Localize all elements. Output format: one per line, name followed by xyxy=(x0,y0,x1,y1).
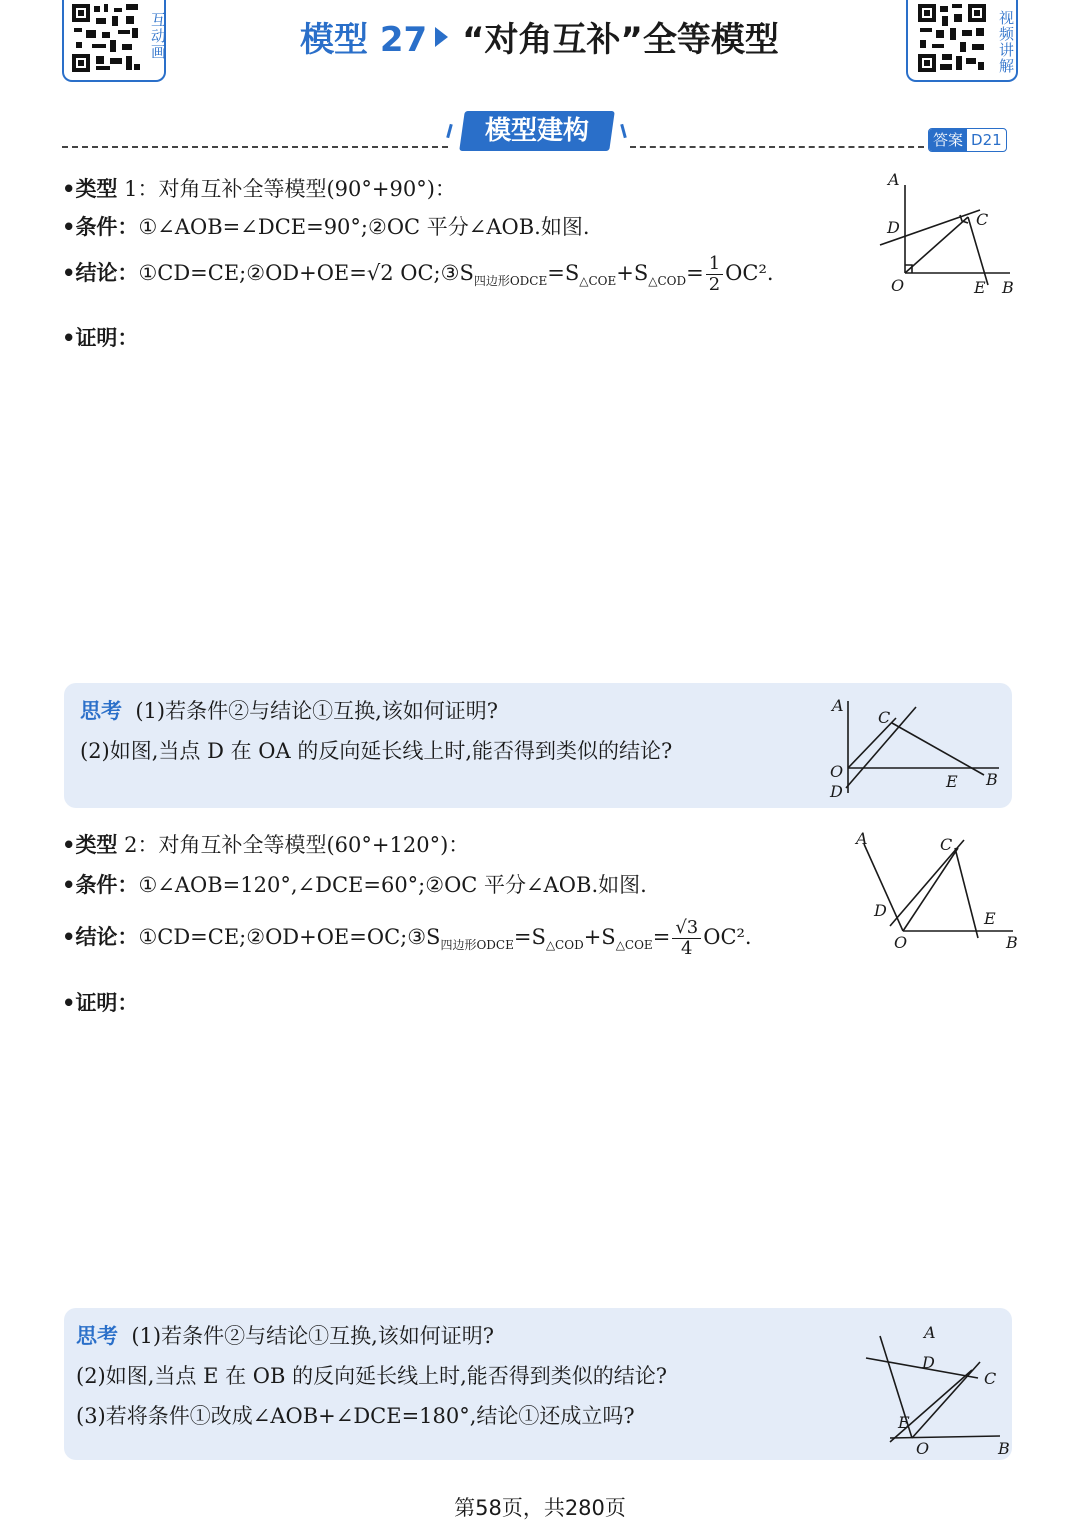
fig2-label-O: O xyxy=(830,762,844,781)
think2-keyword: 思考 xyxy=(76,1324,118,1348)
qr-code-left[interactable] xyxy=(62,0,166,82)
type1-conclusion-sub3: △COD xyxy=(648,274,687,289)
type1-heading: •类型 1：对角互补全等模型(90°+90°)： xyxy=(62,177,456,201)
fig2-label-D: D xyxy=(830,782,843,801)
type1-conclusion-part4: = xyxy=(686,261,704,285)
type1-frac-num: 1 xyxy=(706,254,723,275)
type2-proof: •证明： xyxy=(62,991,139,1015)
fig3-label-C: C xyxy=(940,835,953,854)
type1-heading-text: 1：对角互补全等模型(90°+90°)： xyxy=(124,177,456,201)
type2-condition-text: ①∠AOB=120°,∠DCE=60°;②OC 平分∠AOB.如图. xyxy=(138,873,647,897)
type2-conclusion: •结论：$①CD=CE;②OD+OE=OC;③S_{四边形ODCE}=S_{\triangle COD}+S_{\triangle COE}=$ $\frac{√3}{4}$ OC². xyxy=(62,917,752,959)
type1-conclusion-sub1: 四边形ODCE xyxy=(473,274,548,289)
answer-badge[interactable] xyxy=(928,128,1007,152)
type2-conclusion-label: 结论： xyxy=(75,925,139,949)
think2-line2 xyxy=(76,1360,667,1390)
fig4-label-E: E xyxy=(898,1413,910,1432)
type2-frac-num: √3 xyxy=(672,918,701,939)
fig2-label-E: E xyxy=(946,772,958,791)
model-title: “对角互补”全等模型 xyxy=(462,20,779,60)
think1-keyword: 思考 xyxy=(80,699,122,723)
type1-proof: •证明： xyxy=(62,326,139,350)
type1-fraction xyxy=(706,254,723,295)
type2-conclusion-part4: = xyxy=(652,925,671,949)
section-divider-left xyxy=(62,146,448,148)
think2-q3: (3)若将条件①改成∠AOB+∠DCE=180°,结论①还成立吗? xyxy=(76,1404,635,1428)
type2-conclusion-tail: OC². xyxy=(703,925,752,949)
fig4-label-B: B xyxy=(998,1439,1010,1458)
fig1-label-E: E xyxy=(974,278,986,297)
type2-fraction xyxy=(672,918,701,959)
qr-code-left-pattern xyxy=(70,2,142,74)
fig3-label-D: D xyxy=(874,901,887,920)
fig1-label-O: O xyxy=(891,276,905,295)
qr-code-right[interactable] xyxy=(906,0,1018,82)
type1-conclusion-part3: +S xyxy=(616,261,649,285)
type1-conclusion-part2: =S xyxy=(547,261,580,285)
type1-condition: •条件：①∠AOB=∠DCE=90°;②OC 平分∠AOB.如图. xyxy=(62,215,590,239)
think2-line3 xyxy=(76,1400,635,1430)
type2-condition: •条件：①∠AOB=120°,∠DCE=60°;②OC 平分∠AOB.如图. xyxy=(62,873,647,897)
fig4-label-D: D xyxy=(922,1353,935,1372)
type2-conclusion-part3: +S xyxy=(583,925,616,949)
section-tick-left xyxy=(446,124,453,138)
type1-condition-text: ①∠AOB=∠DCE=90°;②OC 平分∠AOB.如图. xyxy=(138,215,590,239)
qr-left-caption: 互动画 xyxy=(149,12,167,60)
think2-q2: (2)如图,当点 E 在 OB 的反向延长线上时,能否得到类似的结论? xyxy=(76,1364,668,1388)
type2-conclusion-part2: =S xyxy=(513,925,546,949)
type1-conclusion-sub2: △COE xyxy=(579,274,617,289)
fig4-label-O: O xyxy=(916,1439,930,1458)
type2-heading-label: 类型 xyxy=(75,833,118,857)
qr-right-caption: 视频讲解 xyxy=(997,10,1015,74)
think-box-2 xyxy=(64,1308,1012,1460)
page-footer: 第58页，共280页 xyxy=(454,1496,626,1520)
type1-conclusion: •结论：①CD=CE;②OD+OE=√2 $OC;③S_{四边形ODCE}=S_{\triangle COE}+S_{\triangle COD}=$ $\frac{1}{2}$ OC². xyxy=(62,253,774,295)
type2-frac-den: 4 xyxy=(681,938,693,959)
type2-condition-label: 条件： xyxy=(75,873,139,897)
think1-q1: (1)若条件②与结论①互换,该如何证明? xyxy=(135,699,499,723)
section-divider-right xyxy=(630,146,924,148)
fig3-label-O: O xyxy=(894,933,908,952)
think1-line1 xyxy=(80,695,498,725)
type1-proof-label: 证明： xyxy=(75,326,139,350)
page-title xyxy=(300,12,779,61)
answer-label: 答案 xyxy=(929,129,967,151)
qr-code-right-pattern xyxy=(916,2,988,74)
fig3-label-B: B xyxy=(1006,933,1018,952)
fig3-label-A: A xyxy=(856,829,868,848)
type1-conclusion-part1: ①CD=CE;②OD+OE=√2 OC;③S xyxy=(138,261,474,285)
type2-conclusion-part1: ①CD=CE;②OD+OE=OC;③S xyxy=(138,925,441,949)
think-box-1 xyxy=(64,683,1012,808)
fig2-label-C: C xyxy=(878,708,891,727)
type1-heading-label: 类型 xyxy=(75,177,118,201)
figure-type1 xyxy=(860,165,1030,305)
answer-code: D21 xyxy=(971,131,1002,149)
think2-line1 xyxy=(76,1320,494,1350)
type2-heading-text: 2：对角互补全等模型(60°+120°)： xyxy=(124,833,470,857)
section-tick-right xyxy=(620,124,627,138)
fig4-label-A: A xyxy=(924,1323,936,1342)
fig1-label-A: A xyxy=(888,170,900,189)
type1-conclusion-label: 结论： xyxy=(75,261,139,285)
type2-conclusion-sub3: △COE xyxy=(615,938,653,953)
think1-line2 xyxy=(80,735,672,765)
think1-q2: (2)如图,当点 D 在 OA 的反向延长线上时,能否得到类似的结论? xyxy=(80,739,673,763)
think2-q1: (1)若条件②与结论①互换,该如何证明? xyxy=(131,1324,495,1348)
fig4-label-C: C xyxy=(984,1369,997,1388)
type2-heading: •类型 2：对角互补全等模型(60°+120°)： xyxy=(62,833,470,857)
section-tag xyxy=(459,111,615,151)
fig1-label-B: B xyxy=(1002,278,1014,297)
fig2-label-B: B xyxy=(986,770,998,789)
section-tag-label: 模型建构 xyxy=(484,116,589,146)
figure-type2 xyxy=(848,826,1028,956)
type2-conclusion-sub1: 四边形ODCE xyxy=(440,938,514,953)
type1-condition-label: 条件： xyxy=(75,215,139,239)
fig2-label-A: A xyxy=(832,696,844,715)
figure-think2 xyxy=(850,1318,1010,1458)
fig1-label-D: D xyxy=(887,218,900,237)
play-triangle-icon xyxy=(435,27,448,47)
model-number: 模型 27 xyxy=(300,20,428,60)
type1-conclusion-tail: OC². xyxy=(725,261,774,285)
type2-conclusion-sub2: △COD xyxy=(545,938,584,953)
figure-think1 xyxy=(824,693,1009,803)
type2-proof-label: 证明： xyxy=(75,991,139,1015)
type1-frac-den: 2 xyxy=(708,274,721,295)
fig1-label-C: C xyxy=(976,210,989,229)
fig3-label-E: E xyxy=(984,909,996,928)
